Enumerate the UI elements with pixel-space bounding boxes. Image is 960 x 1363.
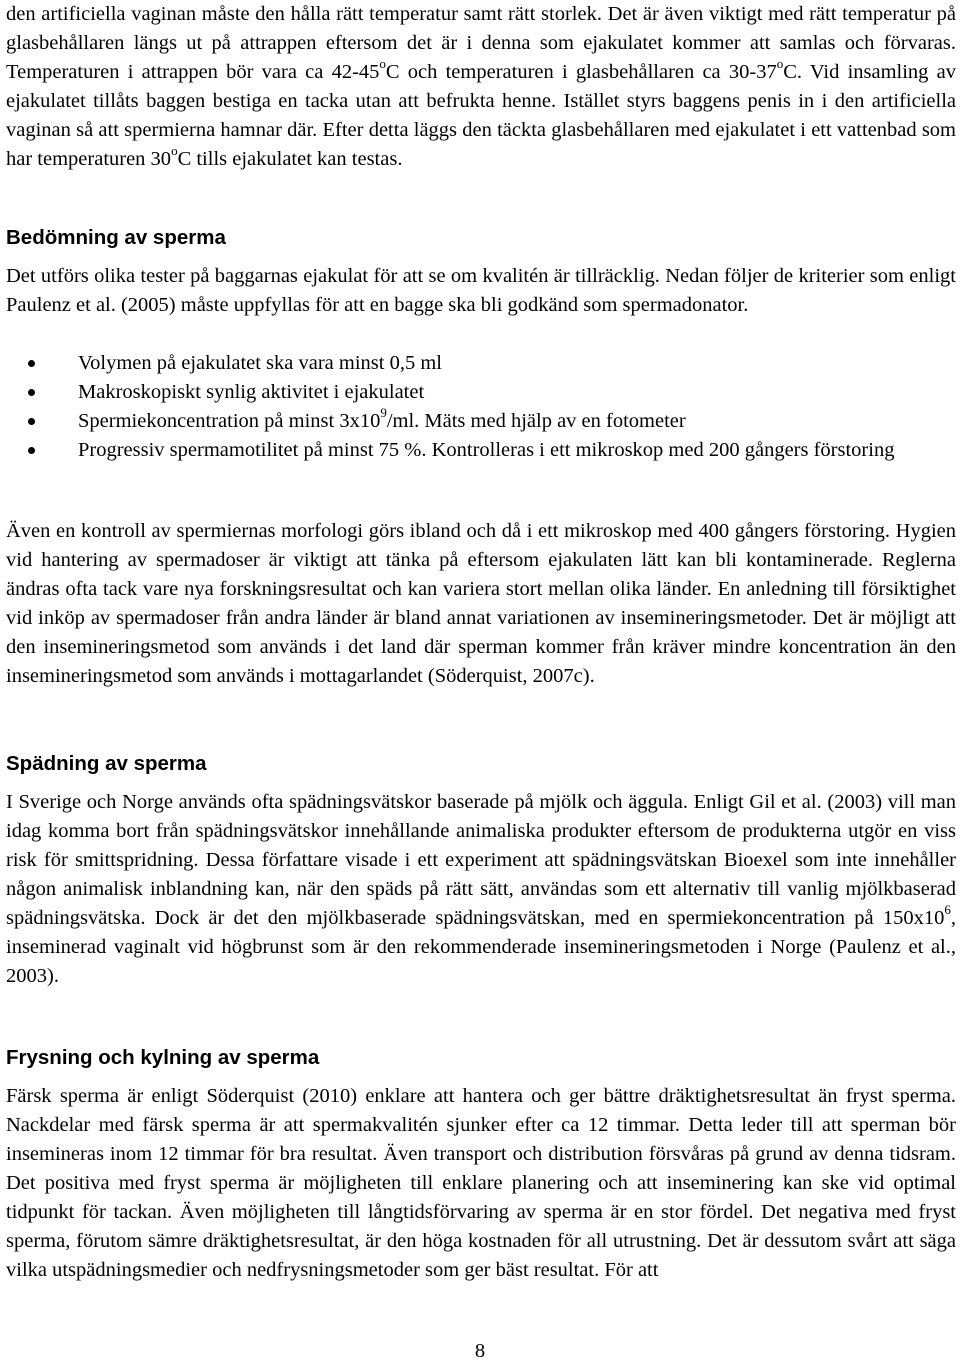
page-number: 8 <box>474 1340 486 1362</box>
bullet-icon <box>28 389 35 396</box>
bullet-icon <box>28 418 35 425</box>
heading-bedomning: Bedömning av sperma <box>6 226 226 249</box>
bedomning-paragraph: Det utförs olika tester på baggarnas ejakulat för att se om kvalitén är tillräcklig. Nedan följer de kriterier som enligt Paulenz et al. (2005) måste uppfyllas för att en bagge ska bli godkänd som spermadonator. <box>6 265 956 316</box>
list-item: Makroskopiskt synlig aktivitet i ejakulatet <box>6 378 956 407</box>
bullet-icon <box>28 360 35 367</box>
spadning-paragraph: I Sverige och Norge används ofta spädningsvätskor baserade på mjölk och äggula. Enligt Gil et al. (2003) vill man idag komma bort från spädningsvätskor innehållande animaliska produkter eftersom de produkterna utgör en viss risk för smittspridning. Dessa författare visade i ett experiment att spädningsvätskan Bioexel som inte innehåller någon animalisk inblandning kan, när den späds på rätt sätt, användas som ett alternativ till vanlig mjölkbaserad spädningsvätska. Dock är det den mjölkbaserade spädningsvätskan, med en spermiekoncentration på $150x10^6$, inseminerad vaginalt vid högbrunst som är den rekommenderade insemineringsmetoden i Norge (Paulenz et al., 2003). <box>6 791 956 987</box>
heading-spadning: Spädning av sperma <box>6 752 207 775</box>
list-item: Volymen på ejakulatet ska vara minst 0,5 ml <box>6 349 956 378</box>
intro-paragraph: den artificiella vaginan måste den hålla rätt temperatur samt rätt storlek. Det är även viktigt med rätt temperatur på glasbehållaren längs ut på attrappen eftersom det är i denna som ejakulatet kommer att samlas och förvaras. Temperaturen i attrappen bör vara ca 42-45$^o$C och temperaturen i glasbehållaren ca 30-37$^o$C. Vid insamling av ejakulatet tillåts baggen bestiga en tacka utan att befrukta henne. Istället styrs baggens penis in i den artificiella vaginan så att spermierna hamnar där. Efter detta läggs den täckta glasbehållaren med ejakulatet i ett vattenbad som har temperaturen 30$^o$C tills ejakulatet kan testas. <box>6 3 956 170</box>
morfologi-paragraph: Även en kontroll av spermiernas morfologi görs ibland och då i ett mikroskop med 400 gångers förstoring. Hygien vid hantering av spermadoser är viktigt att tänka på eftersom ejakulaten lätt kan bli kontaminerade. Reglerna ändras ofta tack vare nya forskningsresultat och kan variera stort mellan olika länder. En anledning till försiktighet vid inköp av spermadoser från andra länder är bland annat variationen av insemineringsmetoder. Det är möjligt att den insemineringsmetod som används i det land där sperman kommer från kräver mindre koncentration än den insemineringsmetod som används i mottagarlandet (Söderquist, 2007c). <box>6 520 956 687</box>
frysning-paragraph: Färsk sperma är enligt Söderquist (2010) enklare att hantera och ger bättre dräktighetsresultat än fryst sperma. Nackdelar med färsk sperma är att spermakvalitén sjunker efter ca 12 timmar. Detta leder till att sperman bör insemineras inom 12 timmar för bra resultat. Även transport och distribution försvåras på grund av denna tidsram. Det positiva med fryst sperma är möjligheten till enklare planering och att inseminering kan ske vid optimal tidpunkt för tackan. Även möjligheten till långtidsförvaring av sperma är en stor fördel. Det negativa med fryst sperma, förutom sämre dräktighetsresultat, är den höga kostnaden för all utrustning. Det är dessutom svårt att säga vilka utspädningsmedier och nedfrysningsmetoder som ger bäst resultat. För att <box>6 1085 956 1281</box>
criteria-list <box>6 349 956 465</box>
list-item: Progressiv spermamotilitet på minst 75 %. Kontrolleras i ett mikroskop med 200 gångers förstoring <box>6 436 956 465</box>
list-item: Spermiekoncentration på minst $3x10^9/ml$. Mäts med hjälp av en fotometer <box>6 407 956 436</box>
heading-frysning: Frysning och kylning av sperma <box>6 1046 320 1069</box>
bullet-icon <box>28 447 35 454</box>
